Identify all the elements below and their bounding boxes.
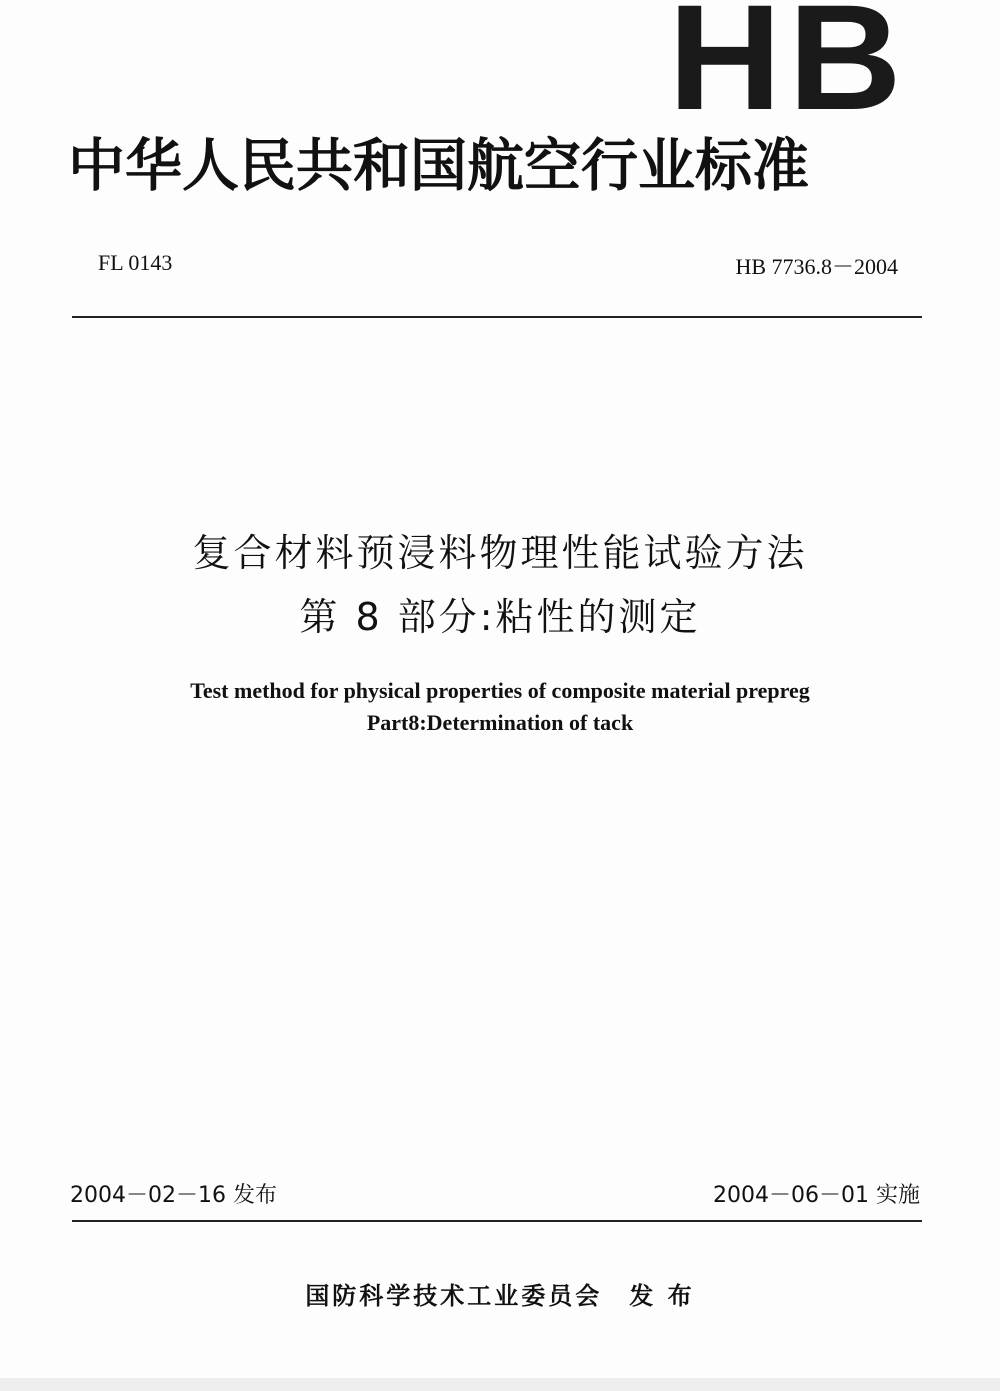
- classification-code: FL 0143: [98, 250, 173, 275]
- standard-category-title: 中华人民共和国航空行业标准: [68, 133, 809, 199]
- cn-title-line2: 第 8 部分:粘性的测定: [299, 595, 701, 639]
- implementation-date: 2004－06－01 实施: [713, 1183, 920, 1208]
- issuing-authority: 国防科学技术工业委员会 发 布: [305, 1282, 695, 1310]
- hb-logo: HB: [668, 0, 909, 141]
- en-title-line2: Part8:Determination of tack: [366, 710, 634, 735]
- cn-title-line1: 复合材料预浸料物理性能试验方法: [192, 531, 808, 575]
- standard-number: HB 7736.8－2004: [735, 254, 898, 279]
- footer-divider: [72, 1220, 922, 1222]
- page-bottom-edge: [0, 1378, 1000, 1391]
- header-divider: [72, 316, 922, 318]
- issue-date: 2004－02－16 发布: [70, 1183, 277, 1208]
- en-title-line1: Test method for physical properties of composite material prepreg: [190, 678, 810, 703]
